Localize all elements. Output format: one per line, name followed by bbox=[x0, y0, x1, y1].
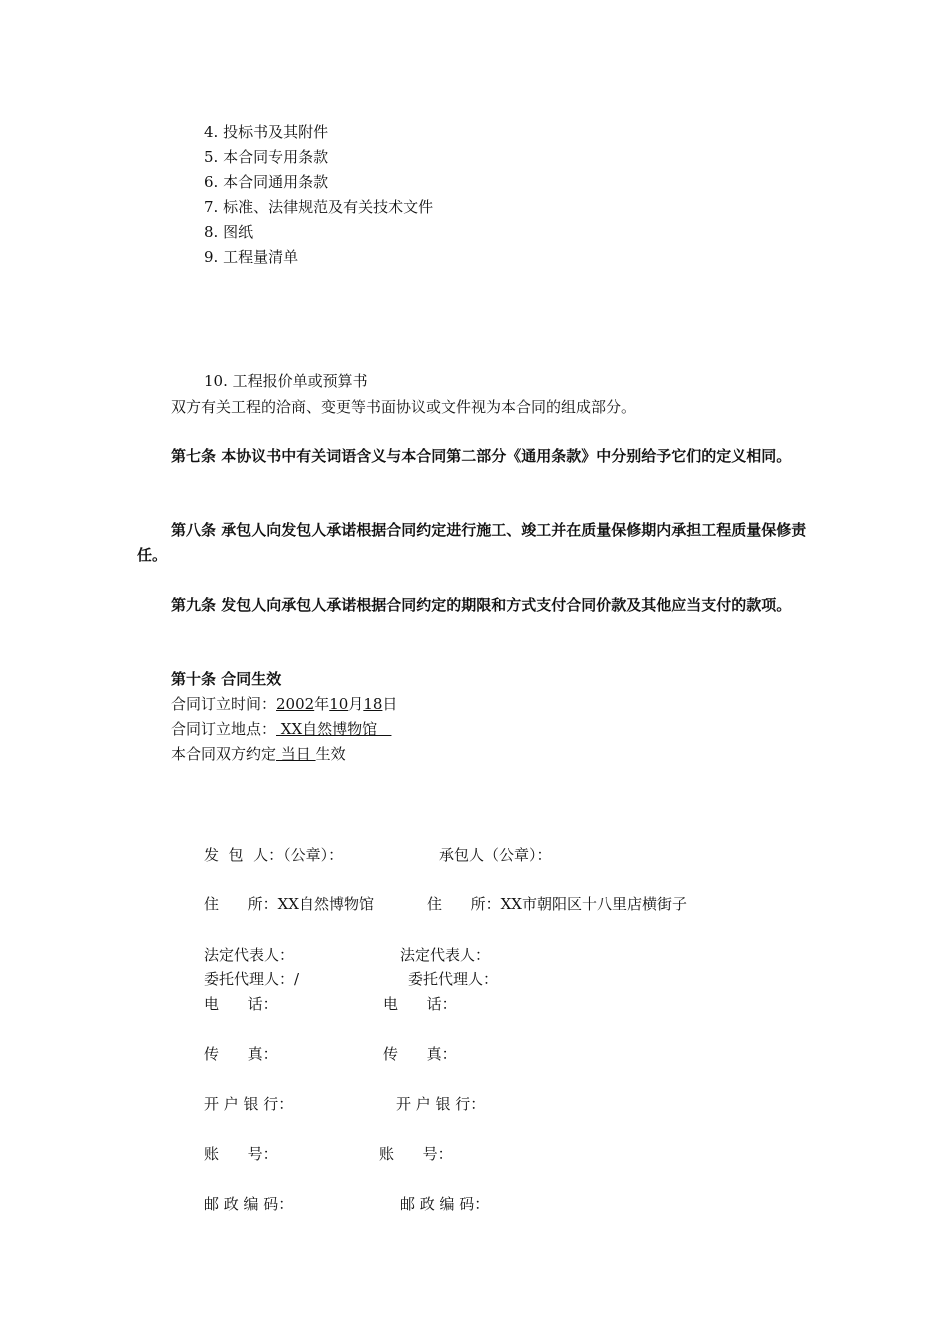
employer-agent: 委托代理人：/ bbox=[204, 970, 300, 988]
contractor-fax: 传 真： bbox=[383, 1045, 457, 1063]
employer-legal-rep: 法定代表人： bbox=[204, 946, 295, 964]
year-unit: 年 bbox=[314, 695, 330, 713]
month-unit: 月 bbox=[348, 695, 364, 713]
date-label: 合同订立时间： bbox=[171, 695, 277, 713]
article-7: 第七条 本协议书中有关词语含义与本合同第二部分《通用条款》中分别给予它们的定义相同。 bbox=[171, 447, 792, 465]
list-item: 9. 工程量清单 bbox=[204, 248, 299, 266]
article-9: 第九条 发包人向承包人承诺根据合同约定的期限和方式支付合同价款及其他应当支付的款项。 bbox=[171, 596, 792, 614]
list-item: 4. 投标书及其附件 bbox=[204, 123, 329, 141]
contract-place bbox=[171, 719, 391, 739]
employer-account: 账 号： bbox=[204, 1145, 278, 1163]
paragraph: 双方有关工程的洽商、变更等书面协议或文件视为本合同的组成部分。 bbox=[171, 398, 637, 416]
employer-phone: 电 话： bbox=[204, 995, 278, 1013]
effect-value: 当日 bbox=[276, 745, 316, 763]
contractor-postcode: 邮 政 编 码： bbox=[400, 1195, 490, 1213]
list-item: 6. 本合同通用条款 bbox=[204, 173, 329, 191]
article-8: 第八条 承包人向发包人承诺根据合同约定进行施工、竣工并在质量保修期内承担工程质量保修责任。 bbox=[137, 521, 807, 564]
day-unit: 日 bbox=[382, 695, 398, 713]
place-value: XX自然博物馆 bbox=[276, 720, 392, 738]
contractor-legal-rep: 法定代表人： bbox=[400, 946, 491, 964]
employer-seal: 发 包 人：（公章）： bbox=[204, 846, 344, 864]
effect-suffix: 生效 bbox=[315, 745, 346, 763]
employer-bank: 开 户 银 行： bbox=[204, 1095, 294, 1113]
contract-effect bbox=[171, 744, 346, 764]
contractor-bank: 开 户 银 行： bbox=[396, 1095, 486, 1113]
employer-fax: 传 真： bbox=[204, 1045, 278, 1063]
contractor-phone: 电 话： bbox=[383, 995, 457, 1013]
date-day: 18 bbox=[363, 695, 383, 713]
employer-postcode: 邮 政 编 码： bbox=[204, 1195, 294, 1213]
list-item: 10. 工程报价单或预算书 bbox=[204, 372, 368, 390]
contractor-address: 住 所：XX市朝阳区十八里店横街子 bbox=[427, 895, 687, 913]
contractor-seal: 承包人（公章）： bbox=[439, 846, 552, 864]
list-item: 8. 图纸 bbox=[204, 223, 254, 241]
article-10-title: 第十条 合同生效 bbox=[171, 670, 282, 688]
place-label: 合同订立地点： bbox=[171, 720, 277, 738]
employer-address: 住 所：XX自然博物馆 bbox=[204, 895, 374, 913]
date-year: 2002 bbox=[276, 695, 315, 713]
list-item: 5. 本合同专用条款 bbox=[204, 148, 329, 166]
date-month: 10 bbox=[329, 695, 349, 713]
list-item: 7. 标准、法律规范及有关技术文件 bbox=[204, 198, 434, 216]
contractor-account: 账 号： bbox=[379, 1145, 453, 1163]
contract-date bbox=[171, 694, 397, 714]
effect-prefix: 本合同双方约定 bbox=[171, 745, 277, 763]
contractor-agent: 委托代理人： bbox=[408, 970, 499, 988]
